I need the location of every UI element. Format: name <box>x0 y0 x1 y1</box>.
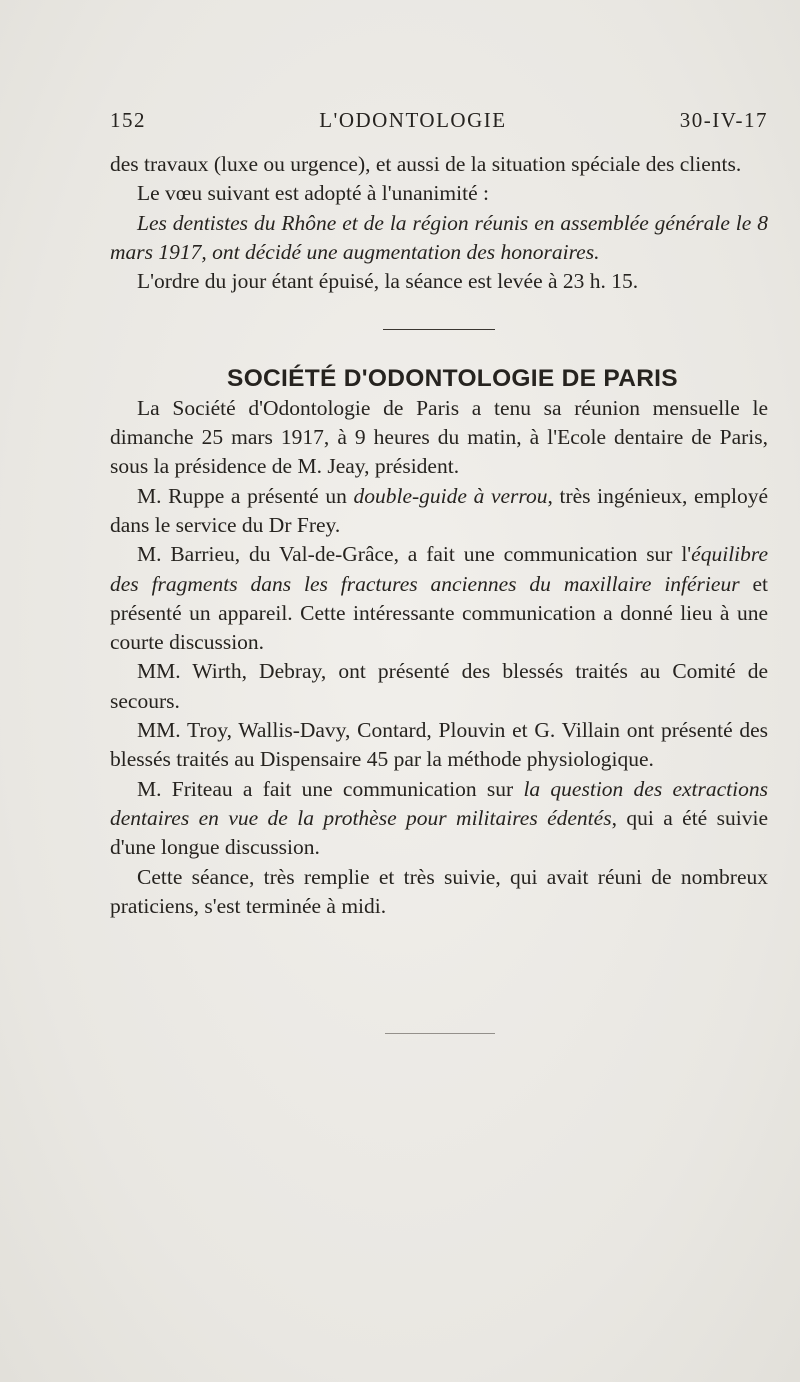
running-header <box>110 108 768 133</box>
paragraph-continued: des travaux (luxe ou urgence), et aussi de la situation spéciale des clients. <box>110 152 742 176</box>
page-number: 152 <box>110 108 146 132</box>
paragraph-ruppe <box>110 482 768 541</box>
italic-run: la question des extractions dentaires en vue de la prothèse pour militaires édentés <box>110 776 768 830</box>
text-run: M. Friteau a fait une communication sur <box>137 776 524 801</box>
text-run: M. Barrieu, du Val-de-Grâce, a fait une communication sur l' <box>137 542 692 567</box>
italic-run: équilibre des fragments dans les fractures anciennes du maxillaire inférieur <box>110 542 768 596</box>
paragraph-vote: Le vœu suivant est adopté à l'unanimité : <box>137 181 489 206</box>
paragraph-troy: MM. Troy, Wallis-Davy, Contard, Plouvin et G. Villain ont présenté des blessés traités au Dispensaire 45 par la méthode physiologique. <box>110 718 768 772</box>
italic-run: double-guide à verrou <box>353 483 548 508</box>
paragraph-friteau <box>110 775 768 863</box>
issue-date: 30-IV-17 <box>679 108 768 132</box>
end-rule <box>385 1033 495 1034</box>
paragraph-wirth: MM. Wirth, Debray, ont présenté des blessés traités au Comité de secours. <box>110 659 768 713</box>
body-text <box>110 150 768 921</box>
paragraph-meeting: La Société d'Odontologie de Paris a tenu sa réunion mensuelle le dimanche 25 mars 1917, à 9 heures du matin, à l'Ecole dentaire de Paris, sous la présidence de M. Jeay, président. <box>110 395 768 479</box>
paragraph-barrieu <box>110 540 768 657</box>
journal-title: L'ODONTOLOGIE <box>319 108 507 132</box>
text-run: et présenté un appareil. Cette intéressante communication a donné lieu à une courte discussion. <box>110 571 768 655</box>
text-run: , qui a été suivie d'une longue discussion. <box>110 805 768 860</box>
section-separator <box>383 329 495 330</box>
text-run: M. Ruppe a présenté un <box>137 483 354 508</box>
text-run: , très ingénieux, employé dans le service du Dr Frey. <box>110 483 769 537</box>
section-heading: SOCIÉTÉ D'ODONTOLOGIE DE PARIS <box>227 365 678 393</box>
paragraph-resolution: Les dentistes du Rhône et de la région réunis en assemblée générale le 8 mars 1917, ont décidé une augmentation des honoraires. <box>110 210 768 264</box>
paragraph-conclusion: Cette séance, très remplie et très suivie, qui avait réuni de nombreux praticiens, s'est terminée à midi. <box>110 864 768 918</box>
paragraph-closing: L'ordre du jour étant épuisé, la séance est levée à 23 h. 15. <box>137 269 639 294</box>
